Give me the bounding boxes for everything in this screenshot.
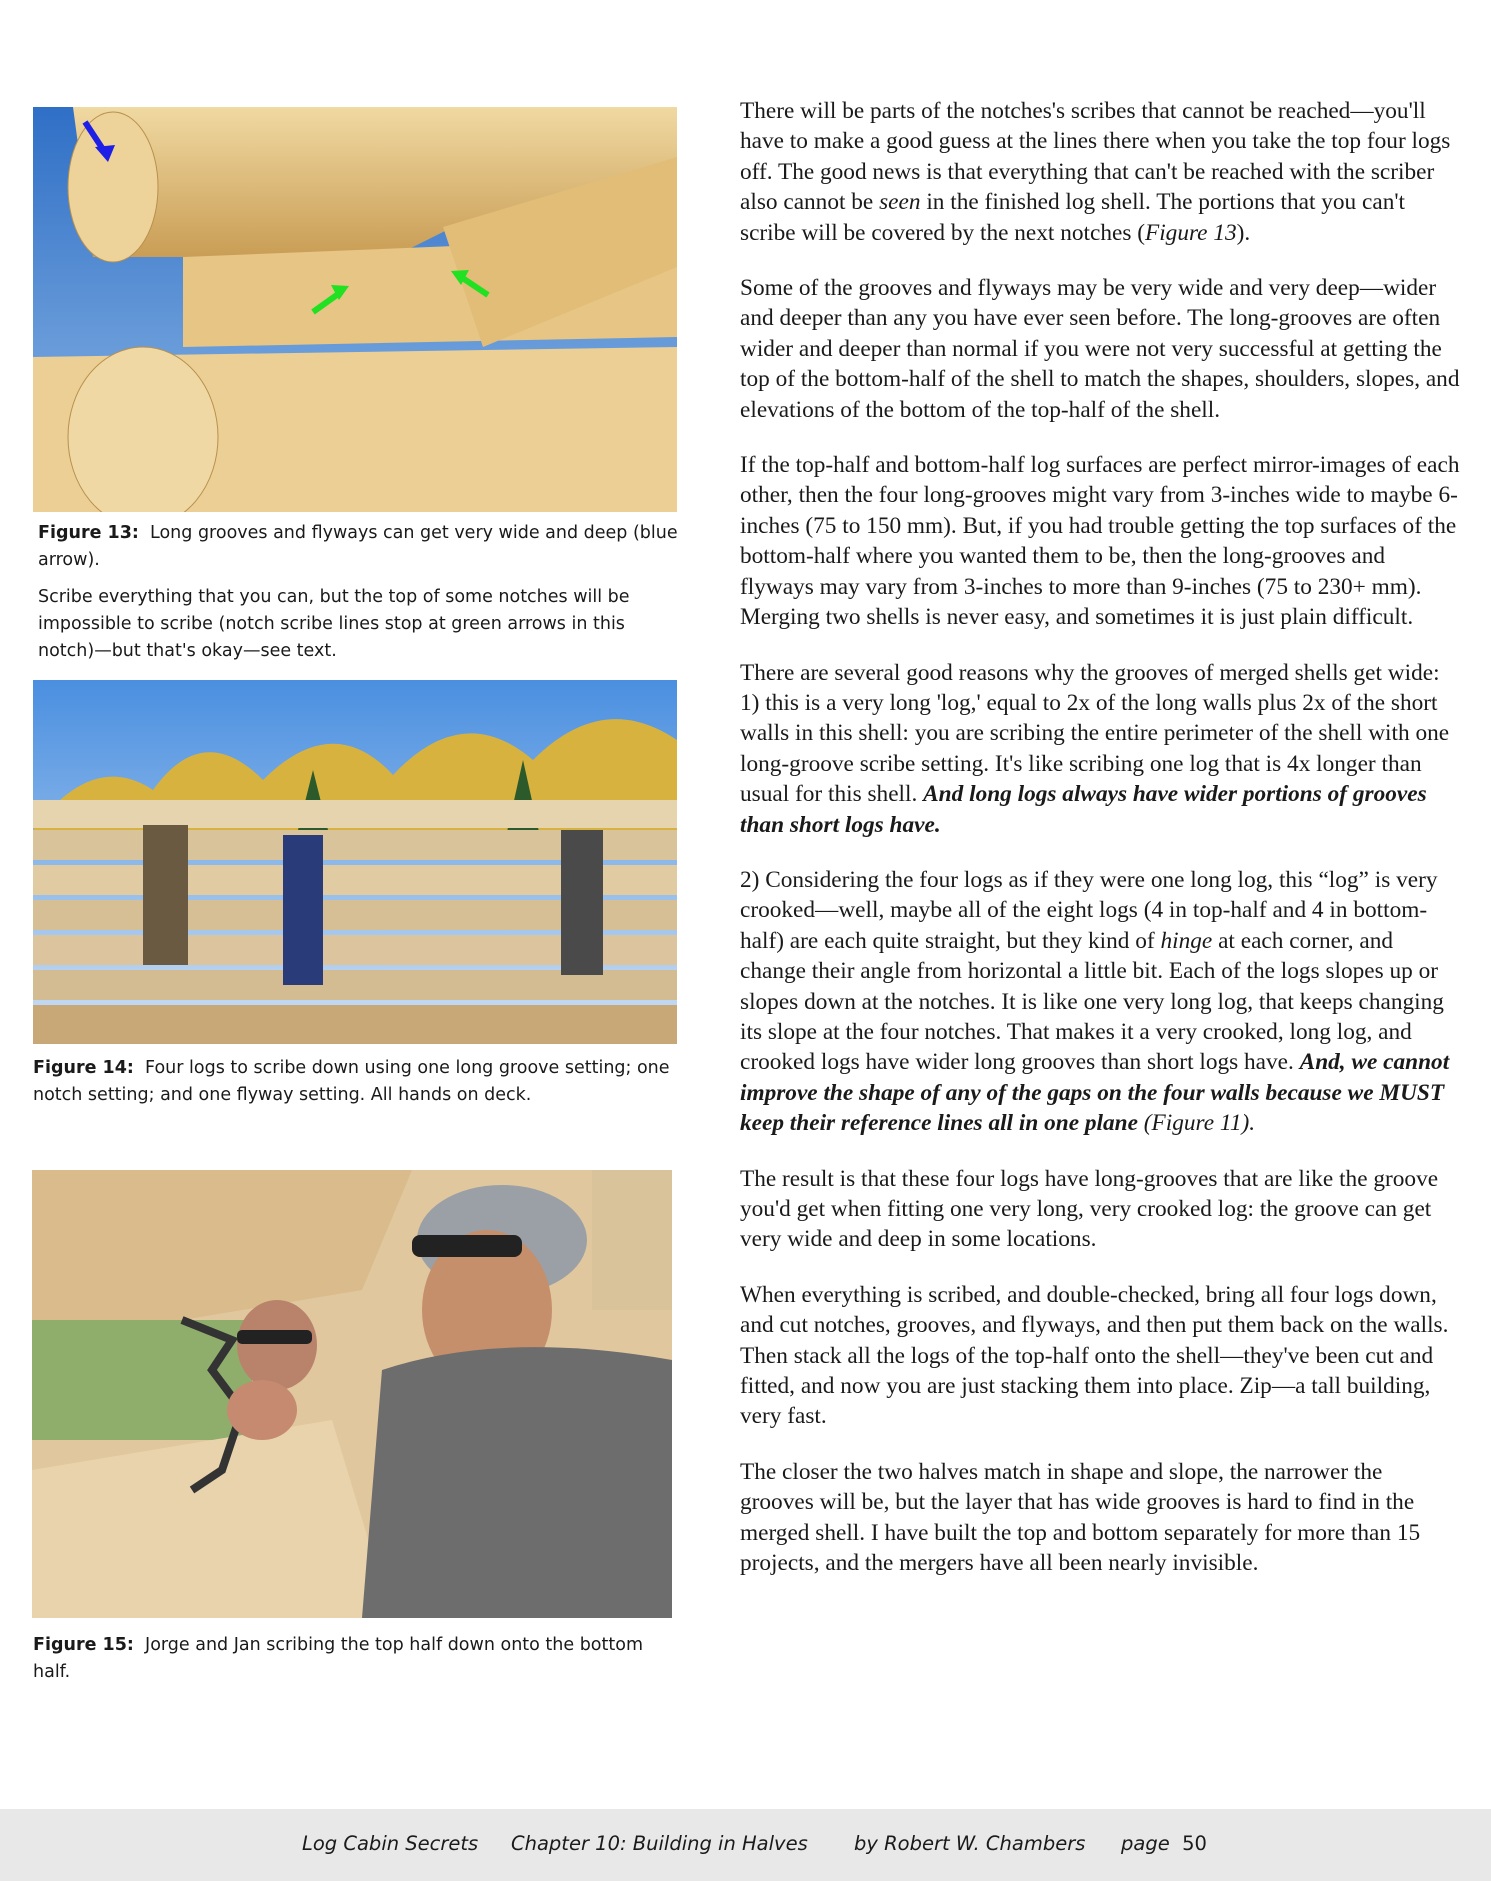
paragraph <box>740 1164 1460 1255</box>
text-run: at each corner, and change their angle from horizontal a little bit. Each of the logs slopes up or slopes down at the notches. It is like one very long log, that keeps changing its slope at the four notches. That makes it a very crooked, long log, and crooked logs have wider long grooves than short logs have. <box>740 927 1444 1076</box>
figure-15-label: Figure 15: <box>33 1635 134 1655</box>
figure-14-photo <box>33 680 677 1044</box>
figure-13-caption <box>38 520 678 665</box>
log-notch-closeup-image <box>33 107 677 512</box>
text-run: When everything is scribed, and double-checked, bring all four logs down, and cut notches, grooves, and flyways, and then put them back on the walls. Then stack all the logs of the top-half onto the shell—they've been cut and fitted, and now you are just stacking them into place. Zip—a tall building, very fast. <box>740 1281 1449 1430</box>
text-run: The result is that these four logs have long-grooves that are like the groove you'd get when fitting one very long, very crooked log: the groove can get very wide and deep in some locations. <box>740 1165 1439 1253</box>
paragraph <box>740 1457 1460 1579</box>
emphasis-italic: hinge <box>1160 927 1213 954</box>
figure-13-label: Figure 13: <box>38 523 139 543</box>
paragraph <box>740 1280 1460 1432</box>
emphasis-bold-italic: And, we cannot improve the shape of any of the gaps on the four walls because we MUST keep their reference lines all in one plane <box>740 1049 1450 1137</box>
emphasis-bold-italic: And long logs always have wider portions of grooves than short logs have. <box>740 781 1427 838</box>
footer-page <box>1121 1832 1207 1855</box>
figure-14-caption-text: Four logs to scribe down using one long groove setting; one notch setting; and one flyway setting. All hands on deck. <box>33 1058 670 1105</box>
emphasis-italic: seen <box>879 189 921 216</box>
figure-15-caption-text: Jorge and Jan scribing the top half down onto the bottom half. <box>33 1635 643 1682</box>
text-run: ). <box>1236 219 1251 246</box>
paragraph <box>740 273 1460 425</box>
crew-on-wall-image <box>33 680 677 1044</box>
footer-page-label: page <box>1121 1832 1170 1855</box>
footer-chapter: Chapter 10: Building in Halves <box>511 1832 808 1855</box>
text-run: in the finished log shell. The portions that you can't scribe will be covered by the next notches ( <box>740 189 1406 246</box>
text-run: There are several good reasons why the grooves of merged shells get wide: 1) this is a very long 'log,' equal to 2x of the long walls plus 2x of the short walls in this shell: you are scribing the entire perimeter of the shell with one long-groove scribe setting. It's like scribing one log that is 4x longer than usual for this shell. <box>740 659 1450 808</box>
text-run: Some of the grooves and flyways may be very wide and very deep—wider and deeper than any you have ever seen before. The long-grooves are often wider and deeper than normal if you were not very successful at getting the top of the bottom-half of the shell to match the shapes, shoulders, slopes, and elevations of the bottom of the top-half of the shell. <box>740 275 1460 423</box>
figure-15-caption <box>33 1632 683 1686</box>
footer-author: by Robert W. Chambers <box>854 1832 1086 1855</box>
paragraph <box>740 865 1460 1139</box>
paragraph <box>740 96 1460 248</box>
paragraph <box>740 658 1460 840</box>
text-run: If the top-half and bottom-half log surfaces are perfect mirror-images of each other, then the four long-grooves might vary from 3-inches wide to maybe 6-inches (75 to 150 mm). But, if you had trouble getting the top surfaces of the bottom-half where you wanted them to be, then the long-grooves and flyways may vary from 3-inches to more than 9-inches (75 to 230+ mm). Merging two shells is never easy, and sometimes it is just plain difficult. <box>740 452 1460 631</box>
footer-book-title: Log Cabin Secrets <box>302 1832 479 1855</box>
figure-13-caption-extra: Scribe everything that you can, but the top of some notches will be impossible to scribe (notch scribe lines stop at green arrows in this notch)—but that's okay—see text. <box>38 587 630 661</box>
figure-13-photo <box>33 107 677 512</box>
emphasis-italic: (Figure 11). <box>1143 1110 1256 1137</box>
paragraph <box>740 450 1460 632</box>
text-run: There will be parts of the notches's scribes that cannot be reached—you'll have to make a good guess at the lines there when you take the top four logs off. The good news is that everything that can't be reached with the scriber also cannot be <box>740 98 1451 216</box>
text-run: The closer the two halves match in shape and slope, the narrower the grooves will be, but the layer that has wide grooves is hard to find in the merged shell. I have built the top and bottom separately for more than 15 projects, and the mergers have all been nearly invisible. <box>740 1458 1421 1577</box>
figure-14-label: Figure 14: <box>33 1058 134 1078</box>
body-text-column <box>740 96 1460 1603</box>
text-run: 2) Considering the four logs as if they were one long log, this “log” is very crooked—well, maybe all of the eight logs (4 in top-half and 4 in bottom-half) are each quite straight, but they kind of <box>740 866 1438 954</box>
emphasis-italic: Figure 13 <box>1144 219 1237 246</box>
footer-page-number: 50 <box>1182 1832 1207 1855</box>
figure-13-caption-text: Long grooves and flyways can get very wide and deep (blue arrow). <box>38 523 678 570</box>
figure-15-photo <box>32 1170 672 1618</box>
figure-14-caption <box>33 1055 683 1109</box>
scribing-closeup-image <box>32 1170 672 1618</box>
